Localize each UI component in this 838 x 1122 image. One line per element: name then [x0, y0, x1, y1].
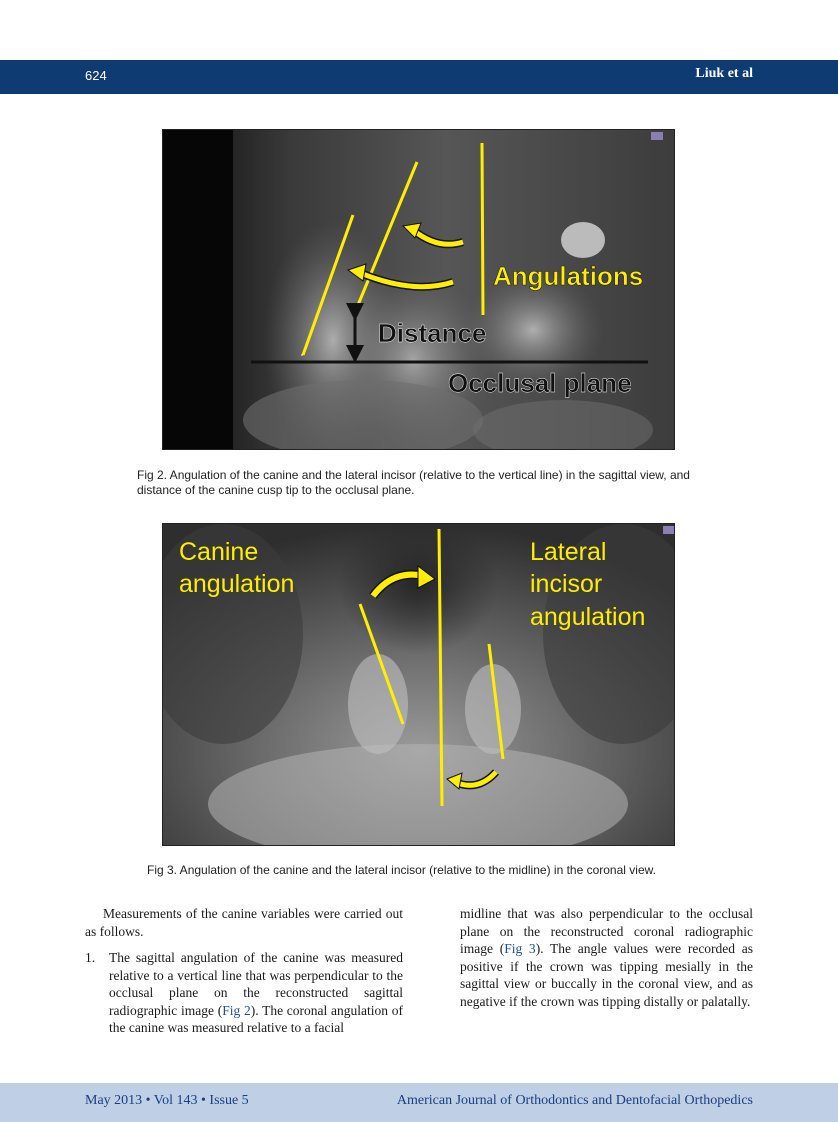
list-item-1 — [85, 949, 403, 1037]
vertical-reference-line — [482, 143, 483, 315]
figure-3-radiograph — [162, 523, 675, 846]
figure-2-caption: Fig 2. Angulation of the canine and the lateral incisor (relative to the vertical line) in the sagittal view, and distance of the canine cusp tip to the occlusal plane. — [137, 468, 690, 497]
list-number: 1. — [85, 950, 96, 965]
label-lateral: Lateral — [530, 538, 607, 566]
fig-2-link[interactable]: Fig 2 — [222, 1002, 251, 1018]
label-angulations: Angulations — [493, 261, 644, 291]
fig-3-link[interactable]: Fig 3 — [504, 941, 536, 956]
right-text-a: midline that was also perpendicular to the occlusal plane on the reconstructed coronal radiographic image ( — [460, 906, 753, 956]
figure-3-caption: Fig 3. Angulation of the canine and the lateral incisor (relative to the midline) in the coronal view. — [147, 863, 656, 877]
running-header — [0, 60, 838, 94]
journal-name: American Journal of Orthodontics and Dentofacial Orthopedics — [396, 1093, 753, 1108]
body-column-left — [85, 905, 403, 1037]
label-lateral-angulation: angulation — [530, 603, 646, 631]
item1-text-b: ). The coronal angulation of the canine was measured relative to a facial — [109, 1002, 404, 1035]
right-paragraph — [460, 905, 753, 1010]
running-footer — [0, 1083, 838, 1122]
right-text-b: ). The angle values were recorded as positive if the crown was tipping mesially in the sagittal view or buccally in the coronal view, and as negative if the crown was tipping distally or palatally. — [460, 941, 754, 1009]
label-occlusal-plane: Occlusal plane — [448, 368, 632, 398]
issue-info: May 2013 • Vol 143 • Issue 5 — [85, 1093, 249, 1108]
body-column-right — [460, 905, 753, 1010]
label-canine: Canine — [179, 538, 259, 566]
intro-paragraph: Measurements of the canine variables were carried out as follows. — [85, 906, 403, 939]
item1-text-a: The sagittal angulation of the canine was measured relative to a vertical line that was perpendicular to the occlusal plane on the reconstructed sagittal radiographic image ( — [109, 950, 403, 1018]
label-incisor: incisor — [530, 570, 603, 598]
running-authors: Liuk et al — [695, 66, 753, 81]
page-number: 624 — [85, 68, 107, 83]
label-distance: Distance — [378, 318, 487, 348]
label-canine-angulation: angulation — [179, 570, 295, 598]
figure-2-radiograph — [162, 129, 675, 450]
